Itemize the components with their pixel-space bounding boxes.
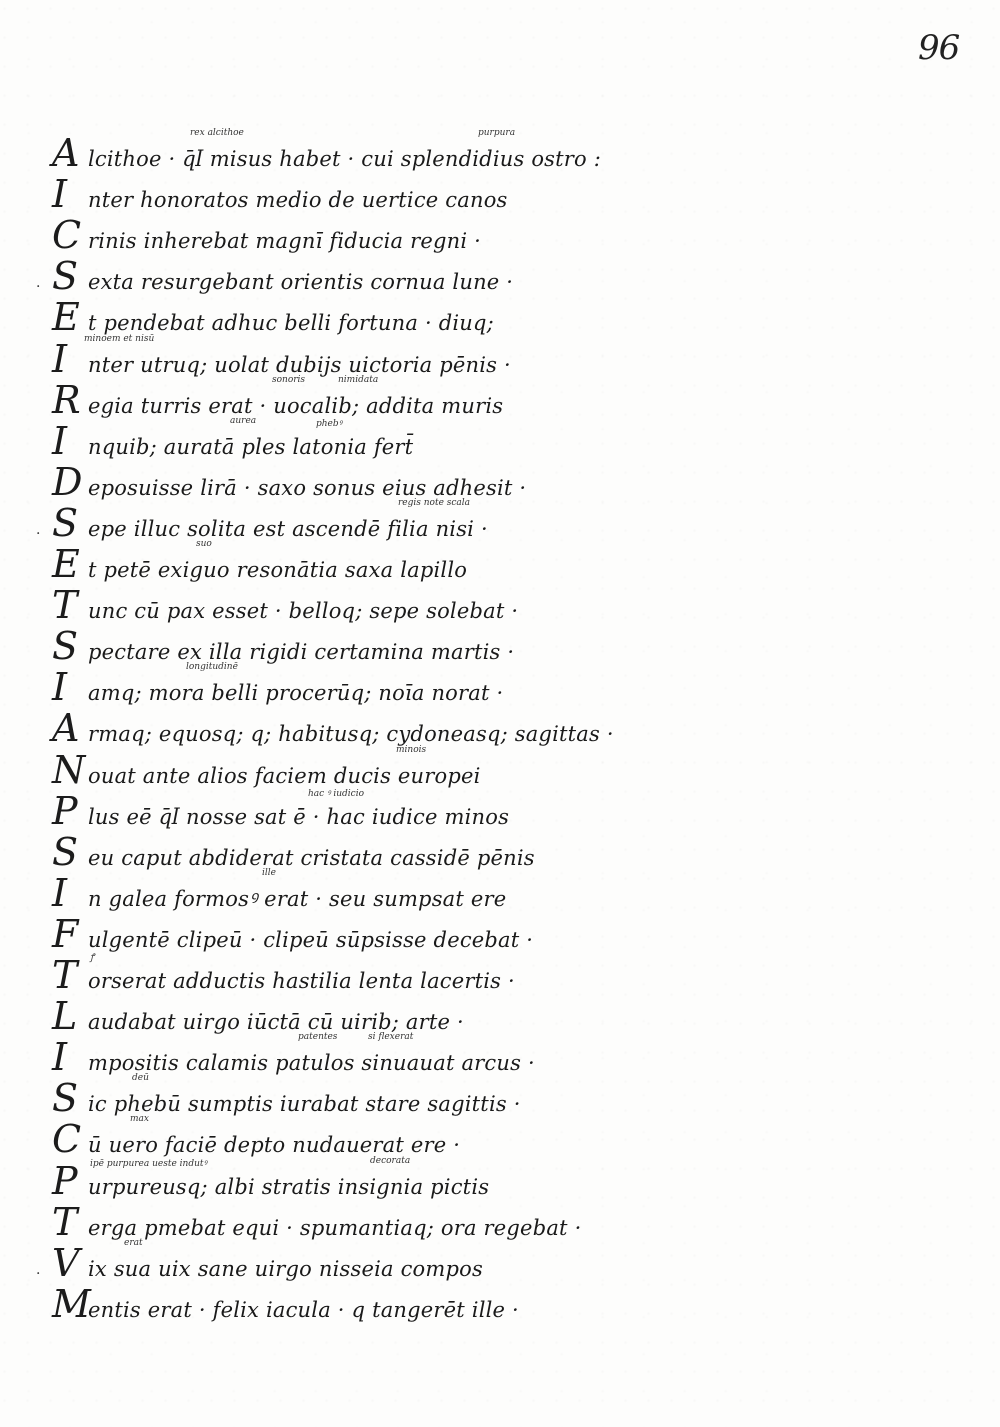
interlinear-gloss: hac ꝰ iudicio (308, 788, 365, 799)
verse-line (0, 662, 1000, 717)
verse-text: nter utruq; uolat dubijs uictoria pēnis · (88, 352, 511, 377)
verse-text: egia turris erat · uocalib; addita muris (88, 393, 504, 418)
verse-line (0, 459, 1000, 512)
verse-text: ū uero faciē depto nudauerat ere · (88, 1133, 461, 1158)
verse-initial: P (52, 1158, 78, 1203)
verse-text: nquib; auratā ples latonia fert̄ (88, 434, 414, 459)
verse-line (0, 333, 1000, 389)
verse-initial: S (52, 254, 79, 299)
verse-line (0, 744, 1000, 800)
verse-text: n galea formosꝰ erat · seu sumpsat ere (88, 886, 507, 911)
verse-text: mpositis calamis patulos sinuauat arcus · (88, 1051, 535, 1076)
interlinear-gloss: patentes (298, 1032, 338, 1043)
verse-line (0, 867, 1000, 923)
verse-text: lus eē q̄ӏ nosse sat ē · hac iudice minos (88, 804, 510, 829)
verse-text: rmaq; equosq; q; habitusq; cydoneasq; sagittas · (88, 722, 614, 747)
verse-text: lcithoe · q̄ӏ misus habet · cui splendidius ostro : (88, 147, 602, 171)
interlinear-gloss: minois (396, 744, 427, 755)
verse-text: nter honoratos medio de uertice canos (88, 188, 508, 213)
verse-initial: S (52, 829, 79, 874)
verse-initial: E (52, 295, 80, 340)
verse-initial: T (52, 953, 78, 997)
verse-initial: I (52, 1035, 68, 1080)
verse-initial: N (52, 747, 86, 792)
verse-initial: D (52, 459, 83, 504)
verse-line (0, 1199, 1000, 1252)
verse-line (0, 1281, 1000, 1334)
verse-line (0, 254, 1000, 306)
verse-line (0, 497, 1000, 553)
interlinear-gloss: regis note scala (398, 497, 471, 508)
verse-initial: C (52, 213, 82, 258)
verse-initial: E (52, 542, 80, 586)
verse-line (0, 128, 1000, 183)
verse-initial: I (52, 665, 68, 710)
interlinear-gloss: si flexerat (368, 1032, 414, 1043)
verse-initial: I (52, 870, 68, 915)
verse-line (0, 415, 1000, 471)
marginal-punctus: · (36, 279, 41, 296)
verse-initial: R (52, 377, 81, 422)
verse-initial: S (52, 624, 79, 669)
interlinear-gloss: rex alcithoe (190, 128, 244, 138)
verse-text: eposuisse lirā · saxo sonus eius adhesit · (88, 475, 527, 500)
verse-initial: M (52, 1281, 91, 1326)
verse-line (0, 994, 1000, 1046)
verse-line (0, 788, 1000, 841)
marginal-punctus: · (36, 1265, 41, 1282)
interlinear-gloss: phebꝰ (316, 418, 343, 429)
verse-text: exta resurgebant orientis cornua lune · (88, 270, 514, 295)
verse-line (0, 1237, 1000, 1293)
folio-number: 96 (918, 28, 960, 68)
interlinear-gloss: longitudinē (186, 662, 238, 673)
verse-initial: P (52, 788, 78, 833)
verse-line (0, 1032, 1000, 1087)
verse-text: ix sua uix sane uirgo nisseia compos (88, 1256, 483, 1281)
verse-line (0, 1073, 1000, 1128)
verse-initial: V (52, 1240, 80, 1285)
verse-text: ulgentē clipeū · clipeū sūpsisse decebat · (88, 927, 534, 952)
interlinear-gloss: ille (262, 867, 276, 878)
verse-initial: F (52, 911, 79, 956)
verse-text: unc cū pax esset · belloq; sepe solebat · (88, 599, 519, 624)
verse-line (0, 953, 1000, 1005)
interlinear-gloss: erat (124, 1237, 143, 1248)
interlinear-gloss: nimidata (338, 374, 379, 385)
verse-text: entis erat · felix iacula · q tangerēt ille · (88, 1297, 519, 1322)
verse-initial: I (52, 336, 68, 381)
verse-initial: A (52, 706, 80, 751)
verse-text: erga pmebat equi · spumantiaq; ora regebat · (88, 1215, 582, 1240)
verse-text: rinis inherebat magnī fiducia regni · (88, 229, 482, 254)
marginal-punctus: · (36, 525, 41, 542)
verse-initial: I (52, 418, 68, 463)
verse-text: epe illuc solita est ascendē filia nisi · (88, 516, 488, 541)
verse-text: ouat ante alios faciem ducis europei (88, 763, 481, 788)
interlinear-gloss: sonoris (272, 374, 306, 385)
verse-initial: S (52, 1076, 79, 1121)
verse-text: pectare ex illa rigidi certamina martis · (88, 640, 515, 665)
verse-text: ic phebū sumptis iurabat stare sagittis · (88, 1092, 521, 1117)
verse-text: urpureusq; albi stratis insignia pictis (88, 1174, 490, 1199)
interlinear-gloss: purpura (478, 128, 516, 138)
interlinear-gloss: minoem et nisū (84, 333, 155, 344)
interlinear-gloss: deū (132, 1073, 149, 1084)
interlinear-gloss: ꝭ (90, 953, 95, 963)
verse-text: eu caput abdiderat cristata cassidē pēnis (88, 845, 535, 870)
verse-line (0, 213, 1000, 265)
verse-text: orserat adductis hastilia lenta lacertis · (88, 969, 515, 993)
verse-line (0, 624, 1000, 676)
interlinear-gloss: suo (196, 539, 212, 549)
verse-initial: I (52, 172, 68, 217)
verse-text: t pendebat adhuc belli fortuna · diuq; (88, 311, 494, 336)
verse-initial: C (52, 1117, 82, 1162)
interlinear-gloss: decorata (370, 1155, 411, 1166)
interlinear-gloss: max (130, 1114, 149, 1125)
verse-line (0, 706, 1000, 758)
verse-line (0, 583, 1000, 635)
interlinear-gloss: ipē purpurea ueste indutꝰ (90, 1158, 207, 1169)
verse-line (0, 911, 1000, 964)
verse-line (0, 539, 1000, 594)
interlinear-gloss: aurea (230, 415, 257, 426)
verse-initial: T (52, 583, 78, 628)
verse-line (0, 374, 1000, 430)
verse-line (0, 1155, 1000, 1211)
verse-text: t petē exiguo resonātia saxa lapillo (88, 558, 468, 582)
verse-line (0, 172, 1000, 224)
verse-initial: T (52, 1199, 78, 1244)
verse-initial: S (52, 500, 79, 545)
verse-text: audabat uirgo iūctā cū uirib; arte · (88, 1010, 464, 1035)
verse-line (0, 829, 1000, 882)
verse-text: amq; mora belli procerūq; noīa norat · (88, 681, 504, 706)
verse-initial: L (52, 994, 78, 1039)
verse-initial: A (52, 131, 80, 175)
